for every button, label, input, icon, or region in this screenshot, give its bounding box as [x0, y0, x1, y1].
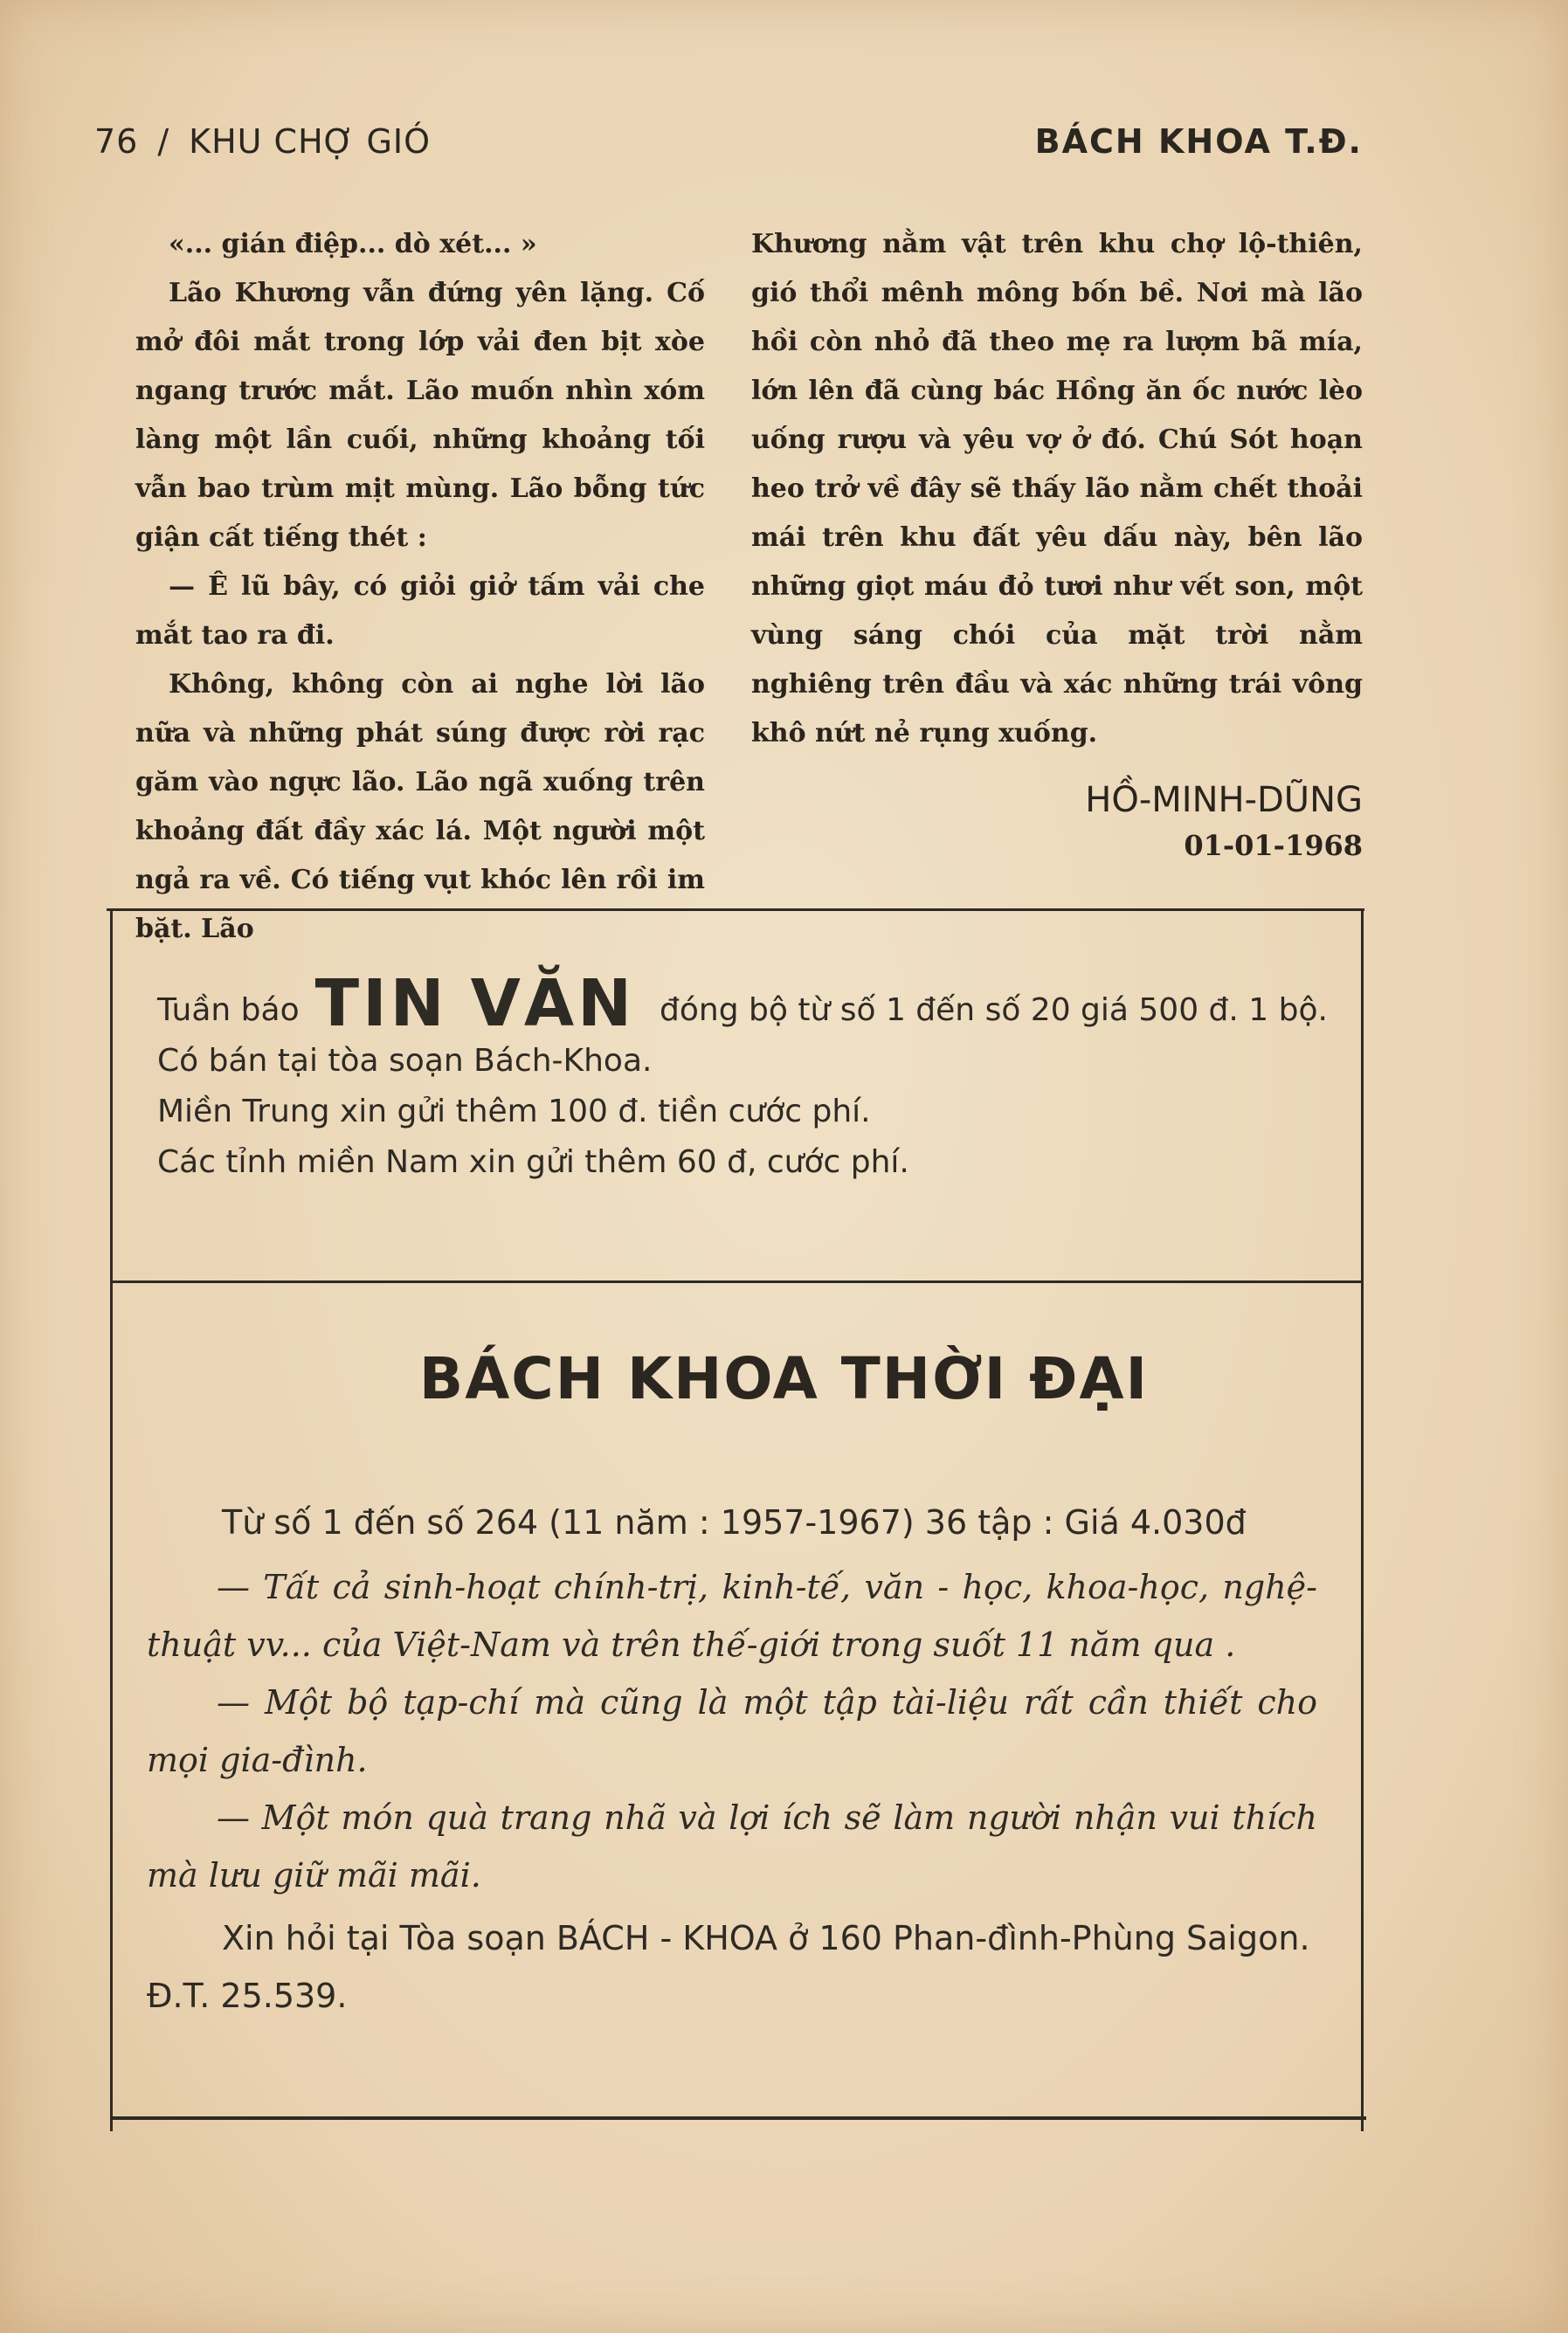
tin-van-advertisement — [157, 966, 1328, 1188]
story-paragraph: Khương nằm vật trên khu chợ lộ-thiên, gió thổi mênh mông bốn bề. Nơi mà lão hồi còn nhỏ đã theo mẹ ra lượm bã mía, lớn lên đã cùng bác Hồng ăn ốc nước lèo uống rượu và yêu vợ ở đó. Chú Sót hoạn heo trở về đây sẽ thấy lão nằm chết thoải mái trên khu đất yêu dấu này, bên lão những giọt máu đỏ tươi như vết son, một vùng sáng chói của mặt trời nằm nghiêng trên đầu và xác những trái vông khô nứt nẻ rụng xuống. — [751, 229, 1363, 749]
bach-khoa-title: BÁCH KHOA THỜI ĐẠI — [418, 1345, 1150, 1412]
header-separator: / — [157, 122, 170, 161]
bach-khoa-contact: Xin hỏi tại Tòa soạn BÁCH - KHOA ở 160 Phan-đình-Phùng Saigon. Đ.T. 25.539. — [147, 1919, 1310, 2015]
story-right-column — [751, 220, 1363, 865]
tin-van-prefix: Tuần báo — [157, 992, 300, 1028]
bach-khoa-price-line: Từ số 1 đến số 264 (11 năm : 1957-1967) 36 tập : Giá 4.030đ — [222, 1503, 1247, 1542]
story-paragraph: — Ê lũ bây, có giỏi giở tấm vải che mắt tao ra đi. — [135, 571, 705, 651]
running-header — [94, 122, 1363, 166]
tin-van-line-2: Có bán tại tòa soạn Bách-Khoa. — [157, 1043, 653, 1079]
tin-van-name-van: VĂN — [470, 966, 636, 1041]
bach-khoa-bullet — [147, 1789, 1317, 1904]
story-paragraph: Lão Khương vẫn đứng yên lặng. Cố mở đôi mắt trong lớp vải đen bịt xòe ngang trước mắt. Lão muốn nhìn xóm làng một lần cuối, những khoảng tối vẫn bao trùm mịt mùng. Lão bỗng tức giận cất tiếng thét : — [135, 278, 705, 553]
author-signature: HỒ-MINH-DŨNG — [1085, 780, 1363, 820]
divider-top — [107, 908, 1364, 911]
bach-khoa-bullet — [147, 1558, 1317, 1674]
box-right-border — [1361, 908, 1364, 2131]
tin-van-offer: đóng bộ từ số 1 đến số 20 giá 500 đ. 1 bộ. — [660, 992, 1328, 1028]
tin-van-line-1 — [157, 966, 1328, 1041]
box-left-border — [110, 908, 113, 2131]
story-paragraph: Không, không còn ai nghe lời lão nữa và những phát súng được rời rạc găm vào ngực lão. Lão ngã xuống trên khoảng đất đầy xác lá. Một người một ngả ra về. Có tiếng vụt khóc lên rồi im bặt. Lão — [135, 669, 705, 944]
story-paragraph: «... gián điệp... dò xét... » — [169, 229, 537, 259]
section-title: KHU CHỢ GIÓ — [189, 122, 432, 161]
bullet-text: — Một món quà trang nhã và lợi ích sẽ làm người nhận vui thích mà lưu giữ mãi mãi. — [147, 1798, 1317, 1895]
bach-khoa-advertisement — [147, 1494, 1317, 2025]
story-date: 01-01-1968 — [1184, 829, 1363, 862]
divider-middle — [112, 1280, 1361, 1283]
tin-van-line-3: Miền Trung xin gửi thêm 100 đ. tiền cước phí. — [157, 1094, 871, 1129]
bullet-text: — Tất cả sinh-hoạt chính-trị, kinh-tế, văn - học, khoa-học, nghệ-thuật vv... của Việt-Nam và trên thế-giới trong suốt 11 năm qua . — [147, 1568, 1317, 1664]
bullet-text: — Một bộ tạp-chí mà cũng là một tập tài-liệu rất cần thiết cho mọi gia-đình. — [147, 1683, 1317, 1779]
divider-bottom — [112, 2116, 1366, 2120]
tin-van-name-tin: TIN — [314, 966, 448, 1041]
header-left — [94, 122, 431, 161]
bach-khoa-bullet — [147, 1674, 1317, 1789]
tin-van-line-4: Các tỉnh miền Nam xin gửi thêm 60 đ, cước phí. — [157, 1144, 909, 1180]
page-number: 76 — [94, 122, 139, 161]
story-left-column — [135, 220, 705, 954]
publication-name: BÁCH KHOA T.Đ. — [1034, 122, 1363, 161]
